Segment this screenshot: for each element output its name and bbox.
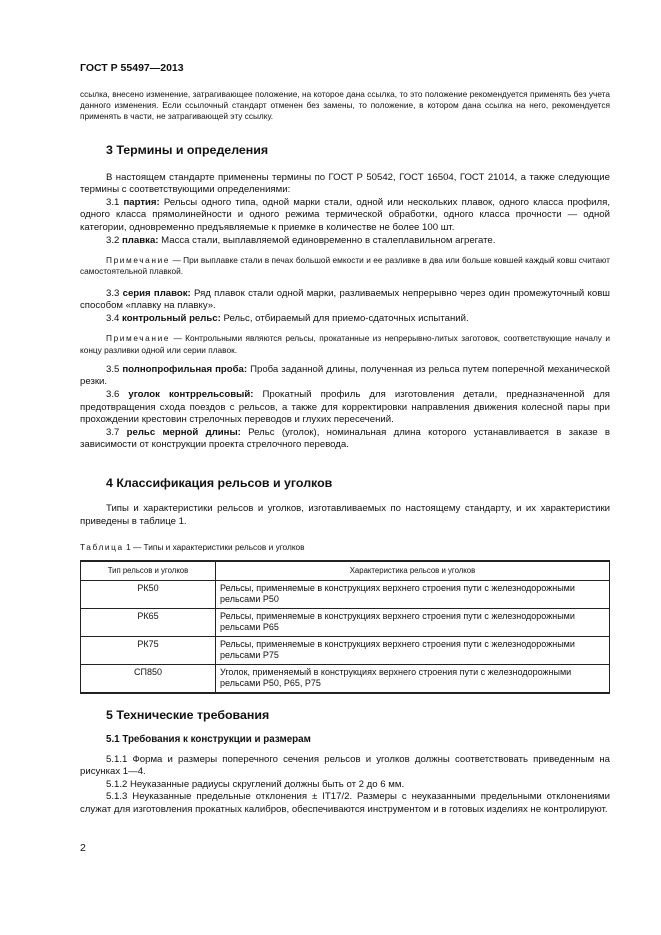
table-cell-description: Рельсы, применяемые в конструкциях верхнего строения пути с железнодорожными рельсами Р65 (216, 608, 610, 636)
term-definition: Масса стали, выплавляемой единовременно в сталеплавильном агрегате. (161, 234, 496, 246)
table-row (81, 636, 610, 664)
term-definition: Прокатный профиль для изготовления детали, предназначенной для предотвращения схода поездов с рельсов, а также для корректировки направления движения колесной пары при прохождении крестовин стрелочных переводов и глухих пересечений. (80, 388, 610, 426)
term-definition: Рельсы одного типа, одной марки стали, одной или нескольких плавок, одного класса профиля, одного класса прямолинейности и одного режима термической обработки, одного класса прочности — одной категории, одновременно предъявляемые к приемке в количестве не более 100 шт. (80, 196, 610, 233)
term-number: 3.4 (106, 312, 120, 324)
subsection-5-1-heading: 5.1 Требования к конструкции и размерам (106, 733, 311, 745)
table-row (81, 608, 610, 636)
term-definition: Рельс, отбираемый для приемо-сдаточных испытаний. (223, 312, 469, 324)
table-caption-label: Таблица (80, 542, 124, 553)
note-text: — При выплавке стали в печах большой емкости и ее разливке в два или больше ковшей каждый ковш считают самостоятельной плавкой. (80, 255, 610, 277)
section-5-heading: 5 Технические требования (106, 707, 270, 722)
table-cell-description: Уголок, применяемый в конструкциях верхнего строения пути с железнодорожными рельсами Р50, Р65, Р75 (216, 664, 610, 693)
types-table (80, 560, 610, 694)
term-name: партия: (123, 196, 160, 208)
table-header-type: Тип рельсов и уголков (81, 561, 216, 580)
table-caption (80, 542, 610, 553)
term-name: полнопрофильная проба: (122, 363, 248, 375)
table-cell-type: РК50 (81, 580, 216, 608)
term-name: уголок контррельсовый: (128, 388, 254, 400)
term-definition: Ряд плавок стали одной марки, разливаемых непрерывно через один промежуточный ковш способом «плавку на плавку». (80, 287, 610, 312)
note-label: Примечание (106, 255, 171, 266)
term-definition: Проба заданной длины, полученная из рельса путем поперечной механической резки. (80, 363, 610, 388)
note-2 (80, 333, 610, 355)
table-cell-type: РК65 (81, 608, 216, 636)
table-cell-type: РК75 (81, 636, 216, 664)
paragraph-5-1-2: 5.1.2 Неуказанные радиусы скруглений должны быть от 2 до 6 мм. (106, 778, 405, 790)
term-name: рельс мерной длины: (126, 426, 241, 438)
term-3-4 (80, 313, 610, 326)
term-3-5 (80, 364, 610, 389)
term-name: контрольный рельс: (122, 312, 221, 324)
table-cell-description: Рельсы, применяемые в конструкциях верхнего строения пути с железнодорожными рельсами Р75 (216, 636, 610, 664)
table-cell-description: Рельсы, применяемые в конструкциях верхнего строения пути с железнодорожными рельсами Р50 (216, 580, 610, 608)
table-row (81, 664, 610, 693)
term-definition: Рельс (уголок), номинальная длина которого устанавливается в заказе в зависимости от конструкции проекта стрелочного перевода. (80, 426, 610, 451)
table-header-description: Характеристика рельсов и уголков (216, 561, 610, 580)
term-3-2 (80, 235, 610, 248)
section-4-heading: 4 Классификация рельсов и уголков (106, 475, 333, 490)
term-3-3 (80, 288, 610, 313)
intro-paragraph: ссылка, внесено изменение, затрагивающее положение, на которое дана ссылка, то это положение рекомендуется применять без учета данного изменения. Если ссылочный стандарт отменен без замены, то положение, в котором дана ссылка на него, рекомендуется применять в части, не затрагивающей эту ссылку. (80, 89, 610, 122)
section-3-intro: В настоящем стандарте применены термины по ГОСТ Р 50542, ГОСТ 16504, ГОСТ 21014, а также следующие термины с соответствующими определениями: (80, 171, 610, 196)
term-3-1 (80, 197, 610, 235)
table-caption-text: 1 — Типы и характеристики рельсов и уголков (123, 542, 305, 553)
note-label: Примечание (106, 333, 171, 344)
term-number: 3.6 (106, 388, 120, 400)
document-body (80, 89, 610, 817)
section-3-heading: 3 Термины и определения (106, 142, 269, 157)
section-4-text: Типы и характеристики рельсов и уголков, изготавливаемых по настоящему стандарту, и их характеристики приведены в таблице 1. (80, 502, 610, 527)
term-number: 3.7 (106, 426, 120, 438)
term-3-6 (80, 389, 610, 427)
table-header-row (81, 561, 610, 580)
term-number: 3.1 (106, 196, 120, 208)
table-cell-type: СП850 (81, 664, 216, 693)
paragraph-5-1-3: 5.1.3 Неуказанные предельные отклонения ± IT17/2. Размеры с неуказанными предельными отклонениями служат для изготовления прокатных калибров, обеспечиваются инструментом и в готовых изделиях не контролируют. (80, 791, 610, 815)
term-3-7 (80, 427, 610, 452)
paragraph-5-1-1: 5.1.1 Форма и размеры поперечного сечения рельсов и уголков должны соответствовать приведенным на рисунках 1—4. (80, 753, 610, 778)
table-row (81, 580, 610, 608)
note-text: — Контрольными являются рельсы, прокатанные из непрерывно-литых заготовок, соответствующие началу и концу разливки одной или серии плавок. (80, 333, 610, 355)
term-name: серия плавок: (122, 287, 191, 299)
page-number: 2 (80, 842, 86, 854)
term-number: 3.5 (106, 363, 120, 375)
document-header: ГОСТ Р 55497—2013 (80, 62, 184, 74)
term-number: 3.2 (106, 234, 120, 246)
term-number: 3.3 (106, 287, 120, 299)
note-1 (80, 255, 610, 277)
term-name: плавка: (122, 234, 159, 246)
